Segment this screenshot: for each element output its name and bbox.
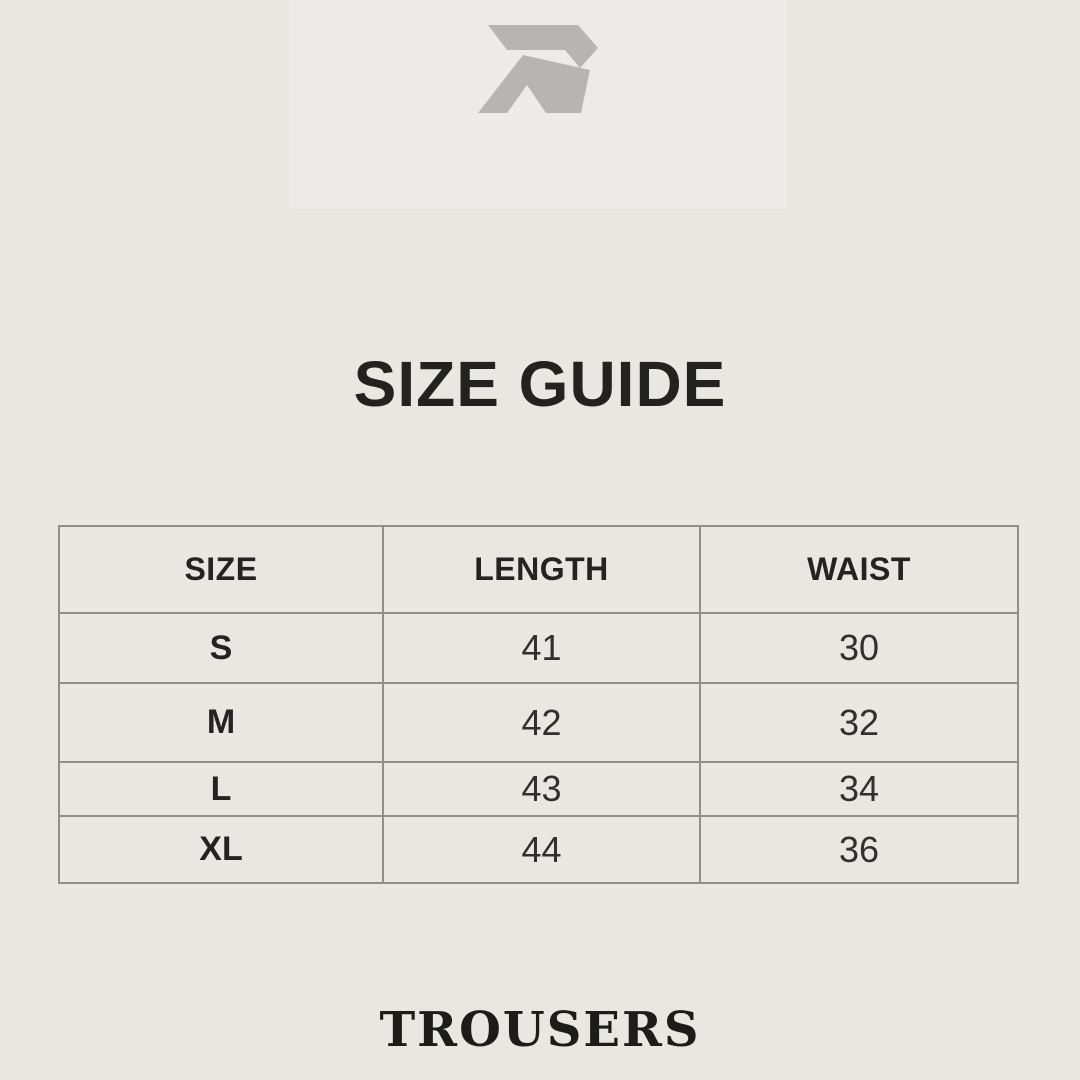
table-header-row [59, 526, 1018, 613]
waist-value: 30 [700, 613, 1018, 683]
length-value: 43 [383, 762, 700, 816]
page-title: SIZE GUIDE [353, 348, 727, 420]
size-value: XL [59, 816, 383, 883]
length-value: 44 [383, 816, 700, 883]
length-value: 42 [383, 683, 700, 762]
waist-value: 36 [700, 816, 1018, 883]
table-row [59, 613, 1018, 683]
table-row [59, 762, 1018, 816]
table-row [59, 816, 1018, 883]
size-value: L [59, 762, 383, 816]
length-value: 41 [383, 613, 700, 683]
column-header-waist: WAIST [700, 526, 1018, 613]
size-value: S [59, 613, 383, 683]
column-header-length: LENGTH [383, 526, 700, 613]
brand-r-logo-icon [474, 22, 598, 114]
garment-type-label: TROUSERS [379, 1002, 701, 1058]
waist-value: 32 [700, 683, 1018, 762]
table-row [59, 683, 1018, 762]
size-value: M [59, 683, 383, 762]
waist-value: 34 [700, 762, 1018, 816]
column-header-size: SIZE [59, 526, 383, 613]
size-guide-table [58, 525, 1019, 884]
